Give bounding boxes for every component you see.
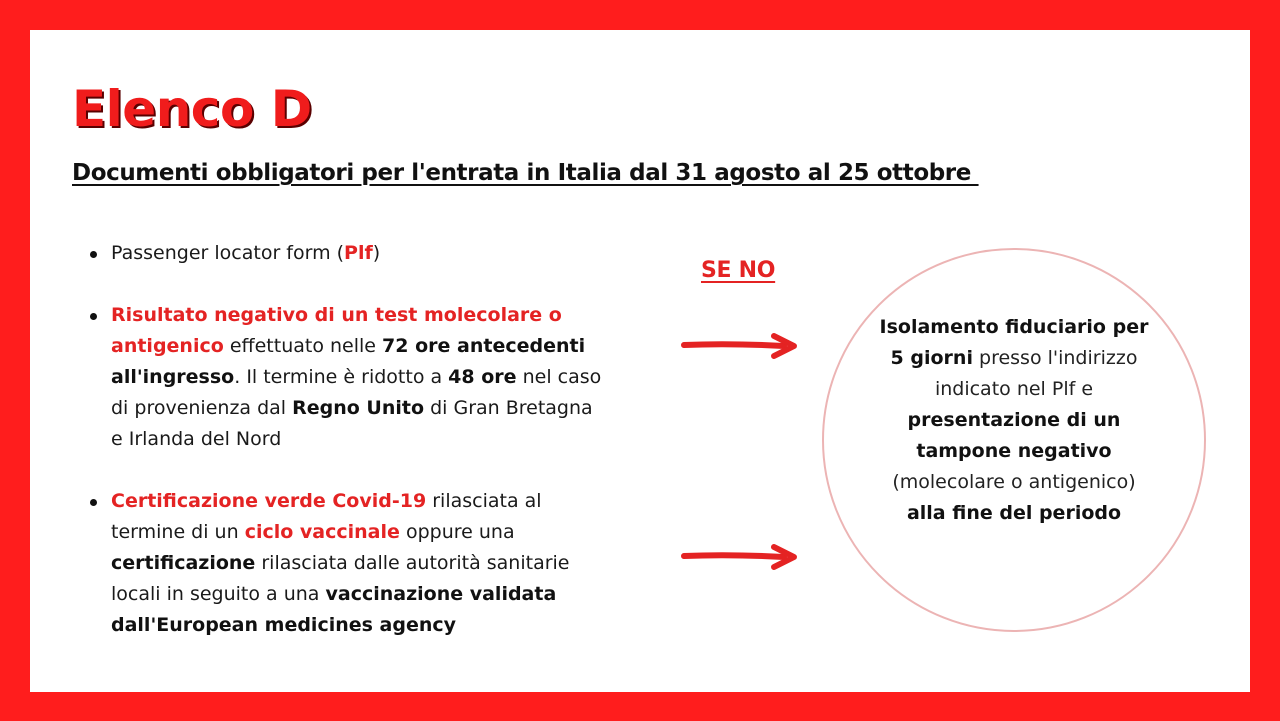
item-text: Passenger locator form (	[111, 242, 345, 264]
item-text: . Il termine è ridotto a	[234, 366, 449, 388]
condition-label: SE NO	[701, 258, 776, 283]
list-item-certificate	[90, 486, 610, 641]
item-text: rilasciata dalle autorità sanitarie locali in seguito a una	[111, 552, 570, 605]
item-bold: certificazione	[111, 552, 256, 574]
outcome-bold: Isolamento fiduciario per 5 giorni	[879, 316, 1149, 369]
item-text: oppure una	[399, 521, 515, 543]
outcome-plain: (molecolare o antigenico)	[892, 471, 1136, 493]
arrow-right-icon	[680, 541, 804, 573]
outcome-text	[872, 312, 1156, 529]
item-text: rilasciata al termine di un	[111, 490, 542, 543]
item-highlight: Plf	[344, 242, 373, 264]
outcome-bold: alla fine del periodo	[906, 502, 1122, 524]
item-text: nel caso di provenienza dal	[111, 366, 602, 419]
document-list	[90, 238, 610, 641]
item-bold: 48 ore	[448, 366, 517, 388]
item-bold: Regno Unito	[292, 397, 425, 419]
bullet-dot-icon	[90, 251, 97, 258]
item-text: )	[372, 242, 381, 264]
page-title: Elenco D	[72, 80, 312, 138]
arrow-right-icon	[680, 330, 804, 362]
list-item-test	[90, 300, 610, 455]
item-highlight: Risultato negativo di un test molecolare o antigenico	[111, 304, 562, 357]
outcome-plain: presso l'indirizzo indicato nel Plf e	[934, 347, 1138, 400]
list-item-plf	[90, 238, 610, 269]
item-bold: 72 ore antecedenti all'ingresso	[111, 335, 586, 388]
bullet-dot-icon	[90, 499, 97, 506]
item-text: di Gran Bretagna e Irlanda del Nord	[111, 397, 593, 450]
item-text: effettuato nelle	[223, 335, 383, 357]
page-subtitle: Documenti obbligatori per l'entrata in Italia dal 31 agosto al 25 ottobre	[72, 160, 979, 186]
item-bold: vaccinazione validata dall'European medicines agency	[111, 583, 557, 636]
outcome-bold: presentazione di un tampone negativo	[907, 409, 1121, 462]
bullet-dot-icon	[90, 313, 97, 320]
item-highlight: Certificazione verde Covid-19	[111, 490, 427, 512]
item-highlight: ciclo vaccinale	[244, 521, 400, 543]
